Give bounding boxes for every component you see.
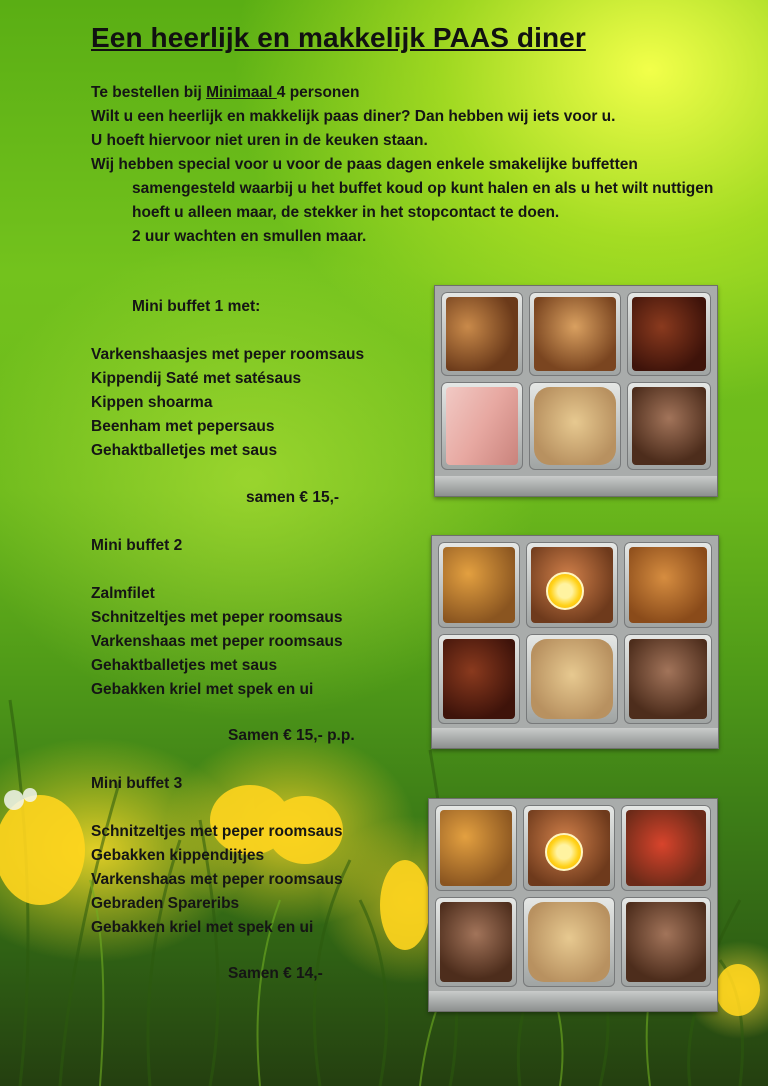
order-suffix: 4 personen (276, 84, 360, 101)
intro-line: hoeft u alleen maar, de stekker in het stopcontact te doen. (132, 204, 560, 221)
food-tray (435, 897, 517, 987)
order-line (91, 84, 359, 102)
food-tray (441, 382, 523, 470)
buffet-item: Gebakken kippendijtjes (91, 847, 265, 864)
lemon-slice (546, 572, 584, 610)
buffet-item: Varkenshaas met peper roomsaus (91, 871, 343, 888)
buffet-item: Zalmfilet (91, 585, 155, 602)
buffet-item: Gehaktballetjes met saus (91, 442, 278, 459)
page-title: Een heerlijk en makkelijk PAAS diner (91, 22, 586, 53)
food-tray (438, 542, 520, 628)
intro-line: U hoeft hiervoor niet uren in de keuken staan. (91, 132, 428, 149)
food-tray (526, 634, 618, 724)
buffet-item: Kippen shoarma (91, 394, 213, 411)
buffet-price: Samen € 15,- p.p. (228, 727, 355, 744)
food-tray (627, 292, 711, 376)
buffet-heading: Mini buffet 2 (91, 537, 183, 554)
lemon-slice (545, 833, 583, 871)
food-tray (621, 805, 711, 891)
buffet-3-photo (428, 798, 718, 1012)
buffet-heading: Mini buffet 1 met: (132, 298, 261, 315)
buffet-heading: Mini buffet 3 (91, 775, 183, 792)
food-tray (621, 897, 711, 987)
intro-line: samengesteld waarbij u het buffet koud op kunt halen en als u het wilt nuttigen (132, 180, 714, 197)
food-tray (435, 805, 517, 891)
buffet-item: Varkenshaasjes met peper roomsaus (91, 346, 365, 363)
buffet-item: Gehaktballetjes met saus (91, 657, 278, 674)
buffet-2-photo (431, 535, 719, 749)
food-tray (624, 634, 712, 724)
food-tray (624, 542, 712, 628)
intro-line: 2 uur wachten en smullen maar. (132, 228, 367, 245)
buffet-price: Samen € 14,- (228, 965, 323, 982)
food-tray (523, 805, 615, 891)
minimaal-link[interactable]: Minimaal (206, 84, 277, 101)
food-tray (529, 292, 621, 376)
order-prefix: Te bestellen bij (91, 84, 207, 101)
buffet-item: Kippendij Saté met satésaus (91, 370, 302, 387)
food-tray (438, 634, 520, 724)
food-tray (627, 382, 711, 470)
food-tray (529, 382, 621, 470)
buffet-item: Varkenshaas met peper roomsaus (91, 633, 343, 650)
buffet-item: Gebakken kriel met spek en ui (91, 919, 314, 936)
buffet-item: Beenham met pepersaus (91, 418, 275, 435)
food-tray (441, 292, 523, 376)
buffet-item: Gebraden Spareribs (91, 895, 240, 912)
buffet-item: Schnitzeltjes met peper roomsaus (91, 823, 343, 840)
intro-line: Wij hebben special voor u voor de paas dagen enkele smakelijke buffetten (91, 156, 638, 173)
buffet-item: Schnitzeltjes met peper roomsaus (91, 609, 343, 626)
food-tray (523, 897, 615, 987)
food-tray (526, 542, 618, 628)
buffet-price: samen € 15,- (246, 489, 340, 506)
buffet-item: Gebakken kriel met spek en ui (91, 681, 314, 698)
buffet-1-photo (434, 285, 718, 497)
intro-line: Wilt u een heerlijk en makkelijk paas diner? Dan hebben wij iets voor u. (91, 108, 616, 125)
